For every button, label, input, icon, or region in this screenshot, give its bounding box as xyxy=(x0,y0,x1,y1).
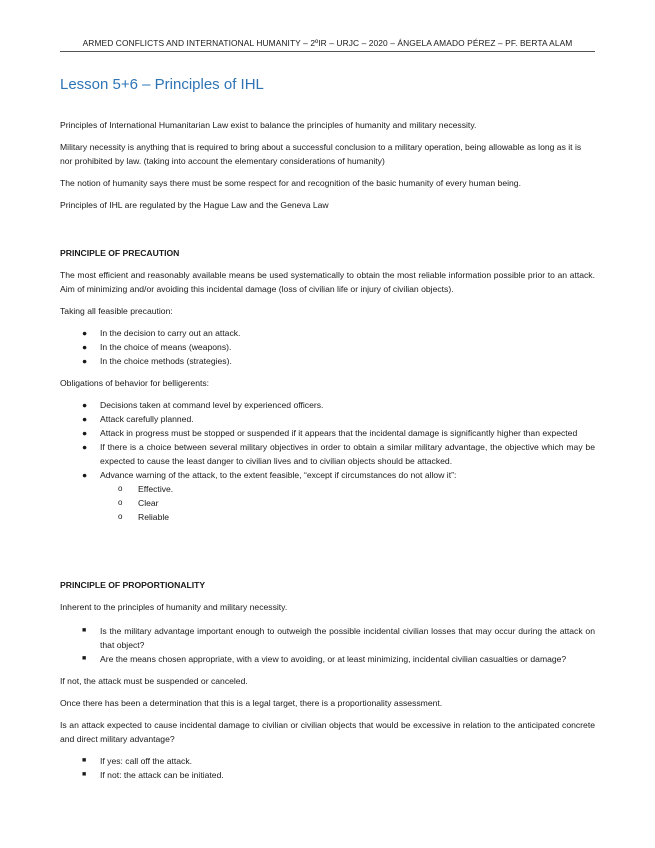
obligations-list xyxy=(60,398,595,482)
bullet-icon: ● xyxy=(82,442,88,452)
bullet-icon: ● xyxy=(82,400,88,410)
circle-bullet-icon: o xyxy=(118,484,123,493)
list-item: ● In the choice of means (weapons). xyxy=(82,342,232,352)
intro-paragraph: Principles of IHL are regulated by the Hague Law and the Geneva Law xyxy=(60,200,329,210)
bullet-icon: ● xyxy=(82,328,88,338)
precaution-section xyxy=(60,246,595,524)
list-item: ■ Are the means chosen appropriate, with a view to avoiding, or at least minimizing, incidental civilian casualties or damage? xyxy=(82,654,567,664)
list-item: ■ Is the military advantage important enough to outweigh the possible incidental civilian losses that may occur during the attack on that object? xyxy=(82,626,595,650)
bullet-icon: ● xyxy=(82,356,88,366)
list-item: o Clear xyxy=(118,498,159,508)
bullet-icon: ● xyxy=(82,470,88,480)
warning-sublist xyxy=(60,482,595,524)
precaution-paragraph: Obligations of behavior for belligerents: xyxy=(60,378,210,388)
proportionality-outcome-list xyxy=(60,754,595,782)
proportionality-paragraph: If not, the attack must be suspended or canceled. xyxy=(60,676,248,686)
list-item: ● Advance warning of the attack, to the extent feasible, “except if circumstances do not allow it”: xyxy=(82,470,457,480)
proportionality-heading: PRINCIPLE OF PROPORTIONALITY xyxy=(60,580,206,590)
list-item: ● Decisions taken at command level by experienced officers. xyxy=(82,400,324,410)
square-bullet-icon: ■ xyxy=(82,655,87,662)
list-item: ■ If yes: call off the attack. xyxy=(82,756,193,766)
feasible-precaution-list xyxy=(60,326,595,368)
circle-bullet-icon: o xyxy=(118,498,123,507)
header-rule xyxy=(60,51,595,52)
list-item: o Effective. xyxy=(118,484,174,494)
proportionality-paragraph: Is an attack expected to cause incidental damage to civilian or civilian objects that would be excessive in relation to the anticipated concrete and direct military advantage? xyxy=(60,720,595,744)
square-bullet-icon: ■ xyxy=(82,771,87,778)
precaution-heading: PRINCIPLE OF PRECAUTION xyxy=(60,248,180,258)
list-item: ● Attack in progress must be stopped or suspended if it appears that the incidental damage is significantly higher than expected xyxy=(82,428,578,438)
precaution-paragraph: Taking all feasible precaution: xyxy=(60,306,173,316)
square-bullet-icon: ■ xyxy=(82,627,87,634)
circle-bullet-icon: o xyxy=(118,512,123,521)
proportionality-paragraph: Once there has been a determination that this is a legal target, there is a proportionality assessment. xyxy=(60,698,443,708)
bullet-icon: ● xyxy=(82,342,88,352)
square-bullet-icon: ■ xyxy=(82,757,87,764)
precaution-paragraph: The most efficient and reasonably available means be used systematically to obtain the most reliable information possible prior to an attack. Aim of minimizing and/or avoiding this incidental damage (loss of civilian life or injury of civilian objects). xyxy=(60,270,595,294)
intro-section xyxy=(60,118,595,220)
list-item: ■ If not: the attack can be initiated. xyxy=(82,770,224,780)
bullet-icon: ● xyxy=(82,414,88,424)
list-item: o Reliable xyxy=(118,512,170,522)
intro-paragraph: Principles of International Humanitarian Law exist to balance the principles of humanity and military necessity. xyxy=(60,120,477,130)
list-item: ● Attack carefully planned. xyxy=(82,414,194,424)
intro-paragraph: Military necessity is anything that is required to bring about a successful conclusion to a military operation, being allowable as long as it is nor prohibited by law. (taking into account the elementary considerations of humanity) xyxy=(60,142,582,166)
intro-paragraph: The notion of humanity says there must be some respect for and recognition of the basic humanity of every human being. xyxy=(60,178,521,188)
list-item: ● If there is a choice between several military objectives in order to obtain a similar military advantage, the objective which may be expected to cause the least danger to civilian lives and to civilian objects should be attacked. xyxy=(82,442,595,466)
bullet-icon: ● xyxy=(82,428,88,438)
lesson-title: Lesson 5+6 – Principles of IHL xyxy=(60,76,264,93)
proportionality-questions-list xyxy=(60,624,595,666)
proportionality-paragraph: Inherent to the principles of humanity and military necessity. xyxy=(60,602,288,612)
running-header: ARMED CONFLICTS AND INTERNATIONAL HUMANITY – 2ºIR – URJC – 2020 – ÁNGELA AMADO PÉREZ – PF. BERTA ALAM xyxy=(82,38,573,48)
proportionality-section xyxy=(60,578,595,782)
list-item: ● In the decision to carry out an attack. xyxy=(82,328,241,338)
list-item: ● In the choice methods (strategies). xyxy=(82,356,232,366)
